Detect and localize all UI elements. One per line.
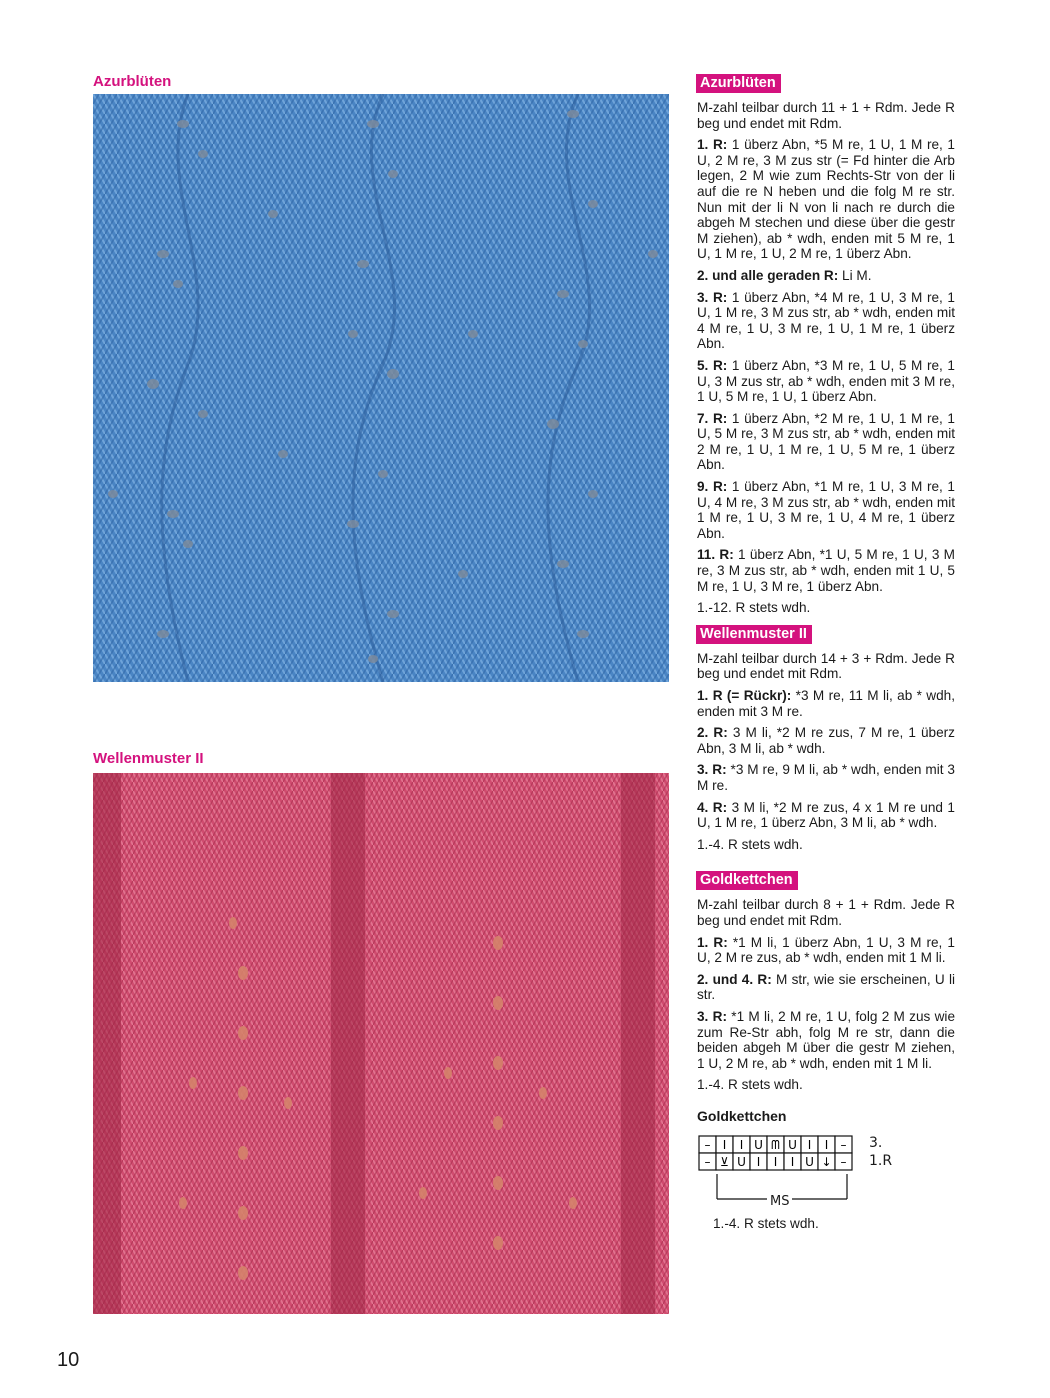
row-label: 7. R: [697,410,728,426]
row-text: 1 überz Abn, *4 M re, 1 U, 3 M re, 1 U, 1 M re, 3 M zus str, ab * wdh, enden mit 4 M re, 1 U, 3 M re, 1 U, 1 M re, 1 überz Abn. [697,289,955,352]
row-text: 3 M li, *2 M re zus, 7 M re, 1 überz Abn, 3 M li, ab * wdh. [697,725,955,756]
page-number: 10 [57,1349,80,1371]
row-label: 3. R: [697,1008,727,1024]
chart-symbol: U [737,1155,746,1170]
row-label: 3. R: [697,289,728,305]
section-title: Wellenmuster II [697,626,811,643]
stitch-chart [697,1109,955,1232]
row-text: *1 M li, 1 überz Abn, 1 U, 3 M re, 1 U, 2 M re zus, ab * wdh, enden mit 1 M li. [697,934,955,966]
instruction-row [697,100,955,131]
row-text: *3 M re, 9 M li, ab * wdh, enden mit 3 M re. [697,762,955,793]
chart-symbol: U [805,1155,814,1170]
chart-title: Goldkettchen [697,1107,787,1124]
row-text: M-zahl teilbar durch 14 + 3 + Rdm. Jede R beg und endet mit Rdm. [697,650,955,682]
chart-symbol: – [704,1155,711,1170]
row-label: 4. R: [697,799,728,815]
chart-footer: 1.-4. R stets wdh. [713,1216,819,1232]
row-label: 1. R: [697,934,728,950]
instruction-row [697,1009,955,1071]
instruction-row [697,358,955,405]
row-text: 1 überz Abn, *3 M re, 1 U, 5 M re, 1 U, 3 M zus str, ab * wdh, enden mit 3 M re, 1 U, 5 M re, 1 U, 1 überz Abn. [697,357,955,405]
instruction-row [697,600,955,616]
instruction-row [697,1077,955,1093]
chart-symbol: I [773,1155,778,1170]
chart-symbol: ᗰ [771,1138,780,1153]
row-text: M-zahl teilbar durch 8 + 1 + Rdm. Jede R beg und endet mit Rdm. [697,897,955,928]
chart-symbol: I [790,1155,795,1170]
instruction-row [697,837,955,853]
chart-symbol: U [788,1138,797,1153]
instruction-row [697,547,955,594]
row-label: 5. R: [697,357,728,373]
row-label: 1. R: [697,137,728,153]
chart-symbol: – [840,1155,847,1170]
row-text: 1.-4. R stets wdh. [697,1077,803,1093]
row-text: *1 M li, 2 M re, 1 U, folg 2 M zus wie zum Re-Str abh, folg M re str, dann die beiden abgeh M über die gestr M ziehen, 1 U, 2 M re, ab * wdh, enden mit 1 M li. [697,1008,956,1071]
row-text: 1 überz Abn, *2 M re, 1 U, 1 M re, 1 U, 5 M re, 3 M zus str, ab * wdh, enden mit 2 M re, 1 U, 1 M re, 1 U, 5 M re, 1 überz Abn. [697,410,955,473]
chart-grid [697,1134,955,1222]
chart-symbol: I [824,1138,829,1153]
row-text: 3 M li, *2 M re zus, 4 x 1 M re und 1 U, 1 M re, 1 überz Abn, 3 M li, ab * wdh. [697,799,955,831]
row-label: 2. und alle geraden R: [697,267,839,283]
instruction-row [697,762,955,793]
row-label: 11. R: [697,547,734,563]
row-text: 1.-12. R stets wdh. [697,600,811,616]
swatch-photo-wellenmuster [93,773,669,1314]
repeat-label: MS [767,1194,792,1210]
section-title: Goldkettchen [697,872,797,889]
chart-symbol: I [807,1138,812,1153]
row-text: Li M. [838,267,872,283]
instruction-row [697,800,955,831]
swatch-photo-azurbluten [93,94,669,682]
instruction-row [697,268,955,284]
section-2 [697,872,955,1093]
photo-caption-azurbluten: Azurblüten [93,73,172,90]
instruction-row [697,137,955,262]
chart-symbol: – [704,1138,711,1153]
row-label: 2. und 4. R: [697,971,772,987]
section-0 [697,75,955,616]
section-title: Azurblüten [697,75,780,92]
instruction-row [697,972,955,1003]
instruction-row [697,897,955,928]
row-text: 1 überz Abn, *1 U, 5 M re, 1 U, 3 M re, 3 M zus str, ab * wdh, enden mit 1 U, 5 M re, 1 U, 3 M re, 1 überz Abn. [697,547,955,594]
row-label: 3. R: [697,762,727,778]
chart-row-label: 3. [869,1135,883,1152]
instruction-row [697,411,955,473]
instruction-row [697,290,955,352]
section-1 [697,626,955,853]
instruction-row [697,725,955,756]
row-text: M str, wie sie erscheinen, U li str. [697,971,955,1003]
row-text: *3 M re, 11 M li, ab * wdh, enden mit 3 M re. [697,688,955,719]
chart-symbol: U [754,1138,763,1153]
instruction-row [697,479,955,541]
row-text: 1.-4. R stets wdh. [697,836,803,852]
row-text: 1 überz Abn, *5 M re, 1 U, 1 M re, 1 U, 2 M re, 3 M zus str (= Fd hinter die Arb legen, 2 M wie zum Rechts-Str von der li auf die re N heben und die folg M re str. Nun mit der li N von li nach re durch die abgeh M stechen und diese über die gestr M ziehen), ab * wdh, enden mit 5 M re, 1 U, 1 M re, 1 U, 2 M re, 1 überz Abn. [697,137,955,262]
row-label: 9. R: [697,479,728,495]
instruction-row [697,651,955,682]
chart-symbol: I [739,1138,744,1153]
chart-row-label: 1.R [869,1153,893,1170]
chart-symbol: I [756,1155,761,1170]
pattern-instructions-column [697,75,955,1232]
row-text: M-zahl teilbar durch 11 + 1 + Rdm. Jede R beg und endet mit Rdm. [697,100,955,131]
row-label: 1. R (= Rückr): [697,688,792,703]
chart-symbol: ⊻ [720,1155,729,1170]
row-label: 2. R: [697,725,728,741]
chart-symbol: ↓ [821,1155,832,1170]
photo-caption-wellenmuster: Wellenmuster II [93,750,204,767]
instruction-row [697,935,955,966]
chart-symbol: – [840,1138,847,1153]
instruction-row [697,688,955,719]
chart-symbol: I [722,1138,727,1153]
row-text: 1 überz Abn, *1 M re, 1 U, 3 M re, 1 U, 4 M re, 3 M zus str, ab * wdh, enden mit 1 M re, 1 U, 3 M re, 1 U, 4 M re, 1 überz Abn. [697,479,955,541]
